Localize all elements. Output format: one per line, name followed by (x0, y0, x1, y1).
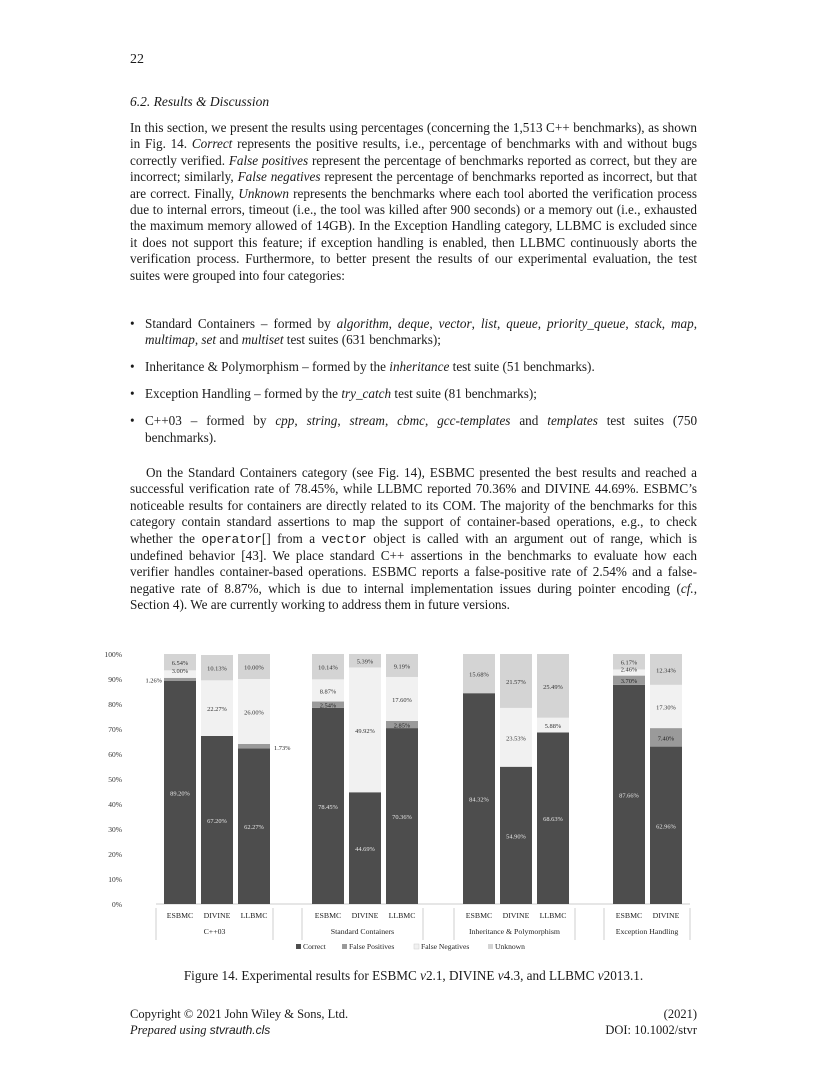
italic-text: map (671, 316, 694, 331)
text-run: , (384, 413, 398, 429)
text-run: , (537, 316, 547, 331)
text-run: represent the percentage of benchmarks reported as correct, but they are incorrect; similarly, (130, 152, 697, 185)
results-paragraph (130, 465, 697, 614)
intro-paragraph (130, 120, 697, 284)
y-tick-label: 90% (108, 675, 122, 684)
y-tick-label: 30% (108, 825, 122, 834)
text-run: Standard Containers – formed by (145, 316, 337, 331)
data-label: 62.27% (244, 824, 264, 832)
data-label: 22.27% (207, 706, 227, 714)
data-label: 62.96% (656, 823, 676, 831)
y-tick-label: 60% (108, 750, 122, 759)
data-label: 84.32% (469, 796, 489, 804)
italic-text: False positives (228, 152, 309, 168)
italic-text: False negatives (237, 169, 321, 185)
italic-text: v (420, 968, 426, 983)
data-label: 12.34% (656, 667, 676, 675)
italic-text: Correct (191, 136, 233, 152)
text-run: , (425, 413, 438, 429)
text-run: and (216, 332, 242, 348)
text-run: , (294, 413, 307, 429)
y-tick-label: 20% (108, 850, 122, 859)
y-tick-label: 70% (108, 725, 122, 734)
y-tick-label: 80% (108, 700, 122, 709)
legend-label: False Positives (349, 942, 395, 951)
data-label: 21.57% (506, 678, 526, 686)
italic-text: string (306, 413, 338, 429)
italic-text: algorithm (336, 316, 389, 331)
data-label: 6.17% (620, 659, 638, 667)
group-label: Standard Containers (330, 927, 395, 936)
list-item (130, 359, 697, 375)
list-item (130, 386, 697, 402)
x-tick-label: ESBMC (314, 911, 342, 920)
text-run: , (337, 413, 350, 429)
y-tick-label: 100% (104, 650, 122, 659)
group-label: Inheritance & Polymorphism (469, 927, 560, 936)
data-label: 5.39% (356, 658, 374, 666)
group-label: C++03 (203, 927, 226, 936)
data-label: 89.20% (170, 790, 190, 798)
bar-segment (164, 678, 196, 681)
text-run: Exception Handling – formed by the (145, 386, 342, 402)
data-label: 7.40% (657, 735, 675, 743)
italic-text: set (201, 332, 217, 348)
italic-text: list (480, 316, 497, 331)
x-tick-label: ESBMC (166, 911, 194, 920)
legend-label: False Negatives (421, 942, 470, 951)
x-tick-label: DIVINE (203, 911, 231, 920)
text-run: In this section, we present the results using percentages (concerning the 1,513 C++ benchmarks), as shown in Fig. 14. (130, 120, 697, 152)
prepared-line (130, 1023, 348, 1039)
text-run: represent the percentage of benchmarks reported as incorrect, but that are correct. Finally, (130, 169, 697, 201)
italic-text: multiset (241, 332, 284, 348)
text-run: object is called with an argument out of range, which is undefined behavior [43]. We place standard C++ assertions in the benchmarks to evaluate how each verifier handles container-based operations. ESBMC reports a false-positive rate of 2.54% and a false-negative rate of 8.87%, which is due to internal implementation issues during pointer encoding ( (130, 530, 697, 596)
italic-text: v (497, 968, 504, 983)
data-label: 3.70% (620, 678, 638, 686)
text-run: C++03 – formed by (145, 413, 276, 429)
x-tick-label: ESBMC (615, 911, 643, 920)
italic-text: cbmc (397, 413, 425, 429)
text-run: , Section 4). We are currently working to address them in future versions. (130, 580, 697, 613)
text-run: [] from a (261, 530, 322, 546)
y-tick-label: 0% (112, 900, 122, 909)
text-run: 2013.1. (603, 968, 644, 983)
data-label: 10.13% (207, 665, 227, 673)
data-label: 78.45% (318, 803, 338, 811)
footer-left (130, 1007, 348, 1038)
data-label: 8.87% (319, 688, 337, 696)
text-run: test suite (51 benchmarks). (449, 359, 595, 375)
data-label: 25.49% (543, 683, 563, 691)
text-run: , (693, 316, 698, 331)
stacked-bar-chart (100, 640, 700, 955)
data-label: 2.85% (393, 722, 411, 730)
data-label: 5.88% (544, 723, 562, 731)
text-run: , (625, 316, 635, 331)
legend-swatch (296, 944, 301, 949)
text-run: and (510, 413, 548, 429)
italic-text: multimap (145, 332, 195, 348)
data-label: 1.26% (145, 677, 162, 685)
text-run: , (194, 332, 202, 348)
figure-caption (0, 968, 827, 984)
x-tick-label: DIVINE (652, 911, 680, 920)
data-label: 9.19% (393, 663, 411, 671)
footer-doi: DOI: 10.1002/stvr (605, 1022, 697, 1037)
list-item (130, 413, 697, 446)
y-tick-label: 50% (108, 775, 122, 784)
data-label: 26.00% (244, 709, 264, 717)
italic-text: inheritance (389, 359, 450, 375)
data-label: 15.68% (469, 671, 489, 679)
text-run: 2.1, DIVINE (425, 968, 498, 983)
text-run: 4.3, and LLBMC (503, 968, 598, 983)
legend-label: Correct (303, 942, 326, 951)
legend-swatch (488, 944, 493, 949)
italic-text: cf. (680, 580, 694, 596)
x-tick-label: LLBMC (240, 911, 268, 920)
data-label: 10.00% (244, 664, 264, 672)
text-run: represents the positive results, i.e., percentage of benchmarks with and without bugs correctly verified. (130, 136, 697, 168)
data-label: 10.14% (318, 664, 338, 672)
text-run: On the Standard Containers category (see Fig. 14), ESBMC presented the best results and reached a successful verification rate of 78.45%, while LLBMC reported 70.36% and DIVINE 44.69%. ESBMC’s noticeable results for containers are directly related to its COM. The majority of the benchmarks for this category contain standard assertions to map the support of container-based operations, e.g., to check whether the (130, 465, 697, 546)
copyright-line: Copyright © 2021 John Wiley & Sons, Ltd. (130, 1007, 349, 1021)
footer-right (605, 1007, 697, 1038)
page-number: 22 (130, 52, 144, 67)
data-label: 17.60% (392, 696, 412, 704)
category-list (130, 316, 697, 456)
italic-text: cpp (275, 413, 295, 429)
section-heading: 6.2. Results & Discussion (130, 94, 270, 109)
group-label: Exception Handling (615, 927, 679, 936)
text-run: test suites (631 benchmarks); (283, 332, 441, 348)
text-run: represents the benchmarks where each tool aborted the verification process due to internal errors, timeout (i.e., the tool was killed after 900 seconds) or a memory out (i.e., exhausted the maximum memory allowed of 14GB). In the Exception Handling category, LLBMC is excluded since it does not support this feature; if exception handling is enabled, then LLBMC continuously aborts the verification process. Furthermore, to better present the results of our experimental evaluation, the test suites were grouped into four categories: (130, 185, 697, 283)
code-text: vector (321, 532, 367, 547)
data-label: 87.66% (619, 792, 639, 800)
text-run: , (388, 316, 398, 331)
code-text: operator (201, 532, 262, 547)
italic-text: stack (634, 316, 662, 331)
data-label: 2.46% (620, 666, 638, 674)
data-label: 68.63% (543, 816, 563, 824)
bar-segment (238, 744, 270, 748)
italic-text: v (597, 968, 604, 983)
list-item (130, 316, 697, 349)
x-tick-label: LLBMC (388, 911, 416, 920)
text-run: , (497, 316, 507, 331)
text-run: test suites (750 benchmarks). (145, 413, 698, 445)
data-label: 3.00% (171, 667, 189, 675)
data-label: 23.53% (506, 735, 526, 743)
prepared-file: stvrauth.cls (209, 1022, 271, 1037)
text-run: , (661, 316, 671, 331)
data-label: 49.92% (355, 727, 375, 735)
x-tick-label: LLBMC (539, 911, 567, 920)
footer-year: (2021) (663, 1007, 697, 1021)
y-tick-label: 10% (108, 875, 122, 884)
data-label: 54.90% (506, 833, 526, 841)
italic-text: Unknown (238, 185, 289, 201)
x-tick-label: ESBMC (465, 911, 493, 920)
italic-text: deque (397, 316, 430, 331)
data-label: 6.54% (171, 660, 189, 668)
legend-label: Unknown (495, 942, 525, 951)
text-run: test suite (81 benchmarks); (391, 386, 537, 402)
italic-text: queue (506, 316, 538, 331)
text-run: , (471, 316, 481, 331)
data-label: 67.20% (207, 818, 227, 825)
italic-text: vector (438, 316, 472, 331)
data-label: 17.30% (656, 704, 676, 712)
text-run: , (429, 316, 439, 331)
data-label: 1.73% (274, 745, 291, 753)
prepared-prefix: Prepared using (130, 1022, 207, 1037)
italic-text: priority_queue (547, 316, 626, 331)
text-run: Figure 14. Experimental results for ESBMC (183, 968, 421, 983)
x-tick-label: DIVINE (351, 911, 379, 920)
italic-text: try_catch (341, 386, 392, 402)
italic-text: templates (547, 413, 598, 429)
data-label: 44.69% (355, 846, 375, 854)
legend-swatch (414, 944, 419, 949)
legend-swatch (342, 944, 347, 949)
data-label: 2.54% (319, 702, 337, 710)
italic-text: gcc-templates (437, 413, 511, 429)
italic-text: stream (349, 413, 385, 429)
x-tick-label: DIVINE (502, 911, 530, 920)
data-label: 70.36% (392, 814, 412, 822)
text-run: Inheritance & Polymorphism – formed by the (145, 359, 390, 375)
y-tick-label: 40% (108, 800, 122, 809)
